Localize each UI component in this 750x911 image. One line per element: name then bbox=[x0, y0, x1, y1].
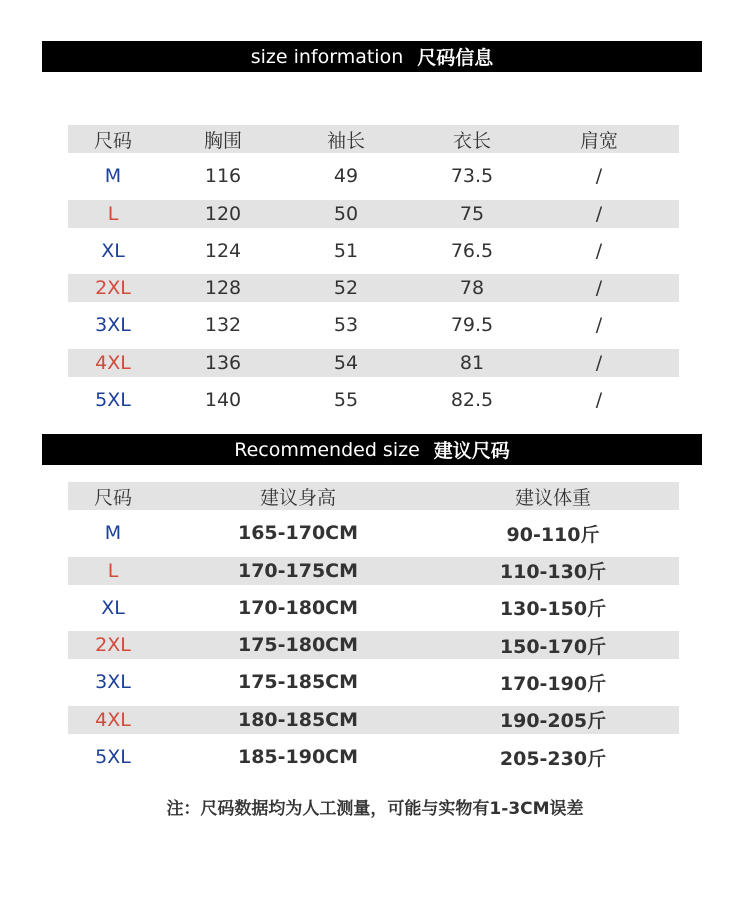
table-cell: 50 bbox=[333, 202, 359, 225]
table-row bbox=[68, 386, 679, 414]
recommended-size-table bbox=[68, 482, 679, 771]
table-row bbox=[68, 162, 679, 190]
size-label: 5XL bbox=[95, 746, 131, 769]
table-row bbox=[68, 274, 679, 302]
table-cell: 175-180CM bbox=[237, 634, 359, 657]
table-row bbox=[68, 349, 679, 377]
header-weight: 建议体重 bbox=[514, 486, 591, 509]
table-row bbox=[68, 631, 679, 659]
table-cell: 128 bbox=[204, 277, 242, 300]
header-chest: 胸围 bbox=[203, 129, 242, 152]
table-cell: / bbox=[595, 165, 603, 188]
table-cell: 185-190CM bbox=[237, 746, 359, 769]
table-cell: / bbox=[595, 239, 603, 262]
banner-title-zh: 建议尺码 bbox=[433, 440, 510, 462]
size-label: 5XL bbox=[95, 389, 131, 412]
banner-title-en: size information bbox=[250, 45, 404, 68]
table-header-row bbox=[68, 125, 679, 153]
size-label: L bbox=[107, 559, 119, 582]
table-cell: 120 bbox=[204, 202, 242, 225]
table-cell: 170-180CM bbox=[237, 596, 359, 619]
header-height: 建议身高 bbox=[259, 486, 336, 509]
table-cell: 180-185CM bbox=[237, 708, 359, 731]
header-size: 尺码 bbox=[93, 486, 132, 509]
size-label: 3XL bbox=[95, 671, 131, 694]
table-header-row bbox=[68, 482, 679, 510]
table-row bbox=[68, 594, 679, 622]
table-cell: / bbox=[595, 277, 603, 300]
table-cell: / bbox=[595, 389, 603, 412]
header-shoulder: 肩宽 bbox=[579, 129, 618, 152]
table-cell: 205-230斤 bbox=[499, 747, 607, 770]
size-label: M bbox=[104, 165, 122, 188]
table-cell: 136 bbox=[204, 351, 242, 374]
table-row bbox=[68, 743, 679, 771]
size-label: XL bbox=[101, 239, 125, 262]
table-cell: 170-175CM bbox=[237, 559, 359, 582]
table-cell: / bbox=[595, 202, 603, 225]
size-label: 2XL bbox=[95, 277, 131, 300]
size-label: XL bbox=[101, 596, 125, 619]
banner-title-zh: 尺码信息 bbox=[417, 47, 494, 69]
table-cell: 78 bbox=[459, 277, 485, 300]
table-cell: 150-170斤 bbox=[499, 635, 607, 658]
table-row bbox=[68, 706, 679, 734]
table-row bbox=[68, 557, 679, 585]
size-label: 3XL bbox=[95, 314, 131, 337]
table-cell: 90-110斤 bbox=[506, 523, 600, 546]
table-cell: 140 bbox=[204, 389, 242, 412]
table-cell: 54 bbox=[333, 351, 359, 374]
table-row bbox=[68, 311, 679, 339]
table-cell: 51 bbox=[333, 239, 359, 262]
table-row bbox=[68, 668, 679, 696]
table-cell: 73.5 bbox=[450, 165, 494, 188]
table-cell: 55 bbox=[333, 389, 359, 412]
size-information-banner bbox=[42, 41, 702, 72]
table-cell: / bbox=[595, 351, 603, 374]
table-cell: 190-205斤 bbox=[499, 710, 607, 733]
table-cell: 82.5 bbox=[450, 389, 494, 412]
size-label: 4XL bbox=[95, 708, 131, 731]
table-cell: 53 bbox=[333, 314, 359, 337]
table-cell: 49 bbox=[333, 165, 359, 188]
header-length: 衣长 bbox=[452, 129, 491, 152]
size-label: M bbox=[104, 522, 122, 545]
table-cell: 110-130斤 bbox=[499, 561, 607, 584]
size-label: 4XL bbox=[95, 351, 131, 374]
table-cell: 132 bbox=[204, 314, 242, 337]
size-information-table bbox=[68, 125, 679, 414]
table-cell: 130-150斤 bbox=[499, 598, 607, 621]
table-cell: 170-190斤 bbox=[499, 672, 607, 695]
table-row bbox=[68, 200, 679, 228]
table-cell: 175-185CM bbox=[237, 671, 359, 694]
table-cell: 76.5 bbox=[450, 239, 494, 262]
header-sleeve: 袖长 bbox=[326, 129, 365, 152]
table-row bbox=[68, 519, 679, 547]
banner-title-en: Recommended size bbox=[234, 438, 420, 461]
table-row bbox=[68, 237, 679, 265]
recommended-size-banner bbox=[42, 434, 702, 465]
table-cell: / bbox=[595, 314, 603, 337]
table-cell: 52 bbox=[333, 277, 359, 300]
table-cell: 124 bbox=[204, 239, 242, 262]
size-label: 2XL bbox=[95, 634, 131, 657]
table-cell: 81 bbox=[459, 351, 485, 374]
header-size: 尺码 bbox=[93, 129, 132, 152]
measurement-note: 注：尺码数据均为人工测量，可能与实物有1-3CM误差 bbox=[166, 799, 584, 819]
table-cell: 165-170CM bbox=[237, 522, 359, 545]
table-cell: 79.5 bbox=[450, 314, 494, 337]
table-cell: 116 bbox=[204, 165, 242, 188]
size-label: L bbox=[107, 202, 119, 225]
table-cell: 75 bbox=[459, 202, 485, 225]
